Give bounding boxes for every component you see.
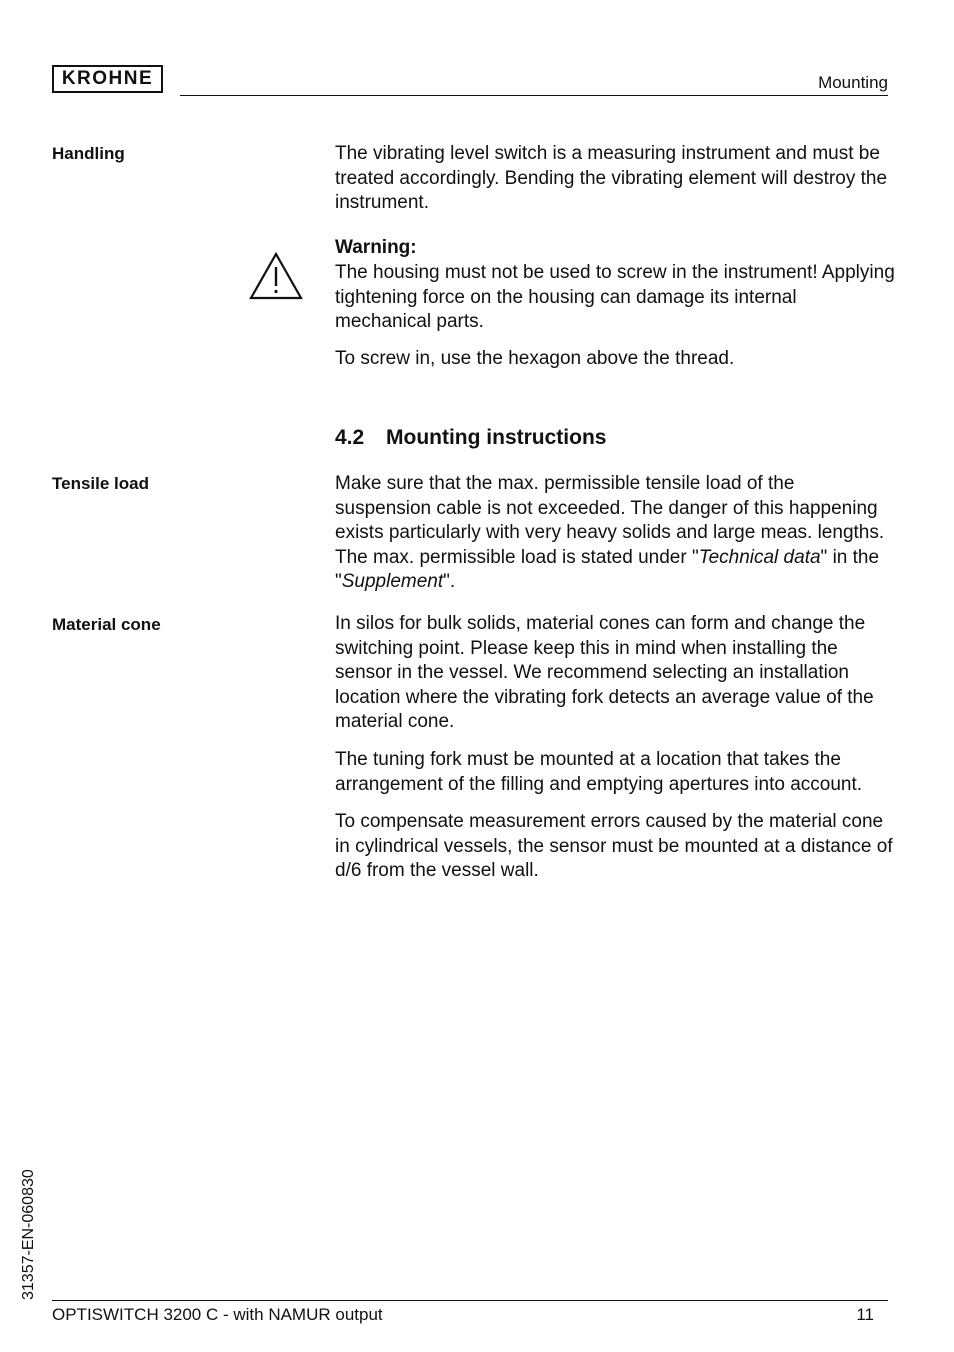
- document-id: 31357-EN-060830: [20, 1169, 37, 1300]
- tensile-text: [335, 472, 895, 595]
- footer-divider: [52, 1300, 888, 1301]
- warning-title: Warning:: [335, 237, 417, 258]
- warning-text: The housing must not be used to screw in the instrument! Applying tightening force on the housing can damage its internal mechanical parts.: [335, 262, 895, 332]
- footer-product-name: OPTISWITCH 3200 C - with NAMUR output: [52, 1305, 383, 1324]
- header-section-title: Mounting: [818, 73, 888, 92]
- section-title: Mounting instructions: [386, 426, 607, 449]
- label-handling: Handling: [52, 144, 125, 163]
- warning-triangle-icon: [249, 252, 303, 300]
- material-cone-para-2: The tuning fork must be mounted at a location that takes the arrangement of the filling and emptying apertures into account.: [335, 749, 863, 795]
- ref-technical-data: Technical data: [698, 546, 821, 568]
- material-cone-para-1: In silos for bulk solids, material cones can form and change the switching point. Please keep this in mind when installing the sensor in the vessel. We recommend selecting an installation location where the vibrating fork detects an average value of the material cone.: [335, 613, 874, 732]
- ref-supplement: Supplement: [341, 571, 444, 592]
- handling-text: The vibrating level switch is a measuring instrument and must be treated accordingly. Bending the vibrating element will destroy the instrument.: [335, 143, 888, 213]
- label-tensile-load: Tensile load: [52, 474, 149, 493]
- tensile-text-part: Make sure that the max. permissible tensile load of the suspension cable is not exceeded. The danger of this happening exists particularly with very heavy solids and large meas. lengths. The max. permissible load is stated under ": [335, 473, 885, 568]
- material-cone-para-3: To compensate measurement errors caused by the material cone in cylindrical vessels, the sensor must be mounted at a distance of d/6 from the vessel wall.: [335, 811, 893, 881]
- label-material-cone: Material cone: [52, 615, 161, 634]
- section-number: 4.2: [335, 426, 365, 449]
- section-heading: [335, 426, 606, 450]
- tensile-text-part: " in the ": [335, 546, 880, 592]
- header-divider: [180, 95, 888, 96]
- tensile-text-part: ".: [443, 571, 456, 592]
- screw-instruction-text: To screw in, use the hexagon above the thread.: [335, 348, 735, 369]
- krohne-logo: KROHNE: [52, 65, 163, 93]
- page-number: 11: [856, 1305, 874, 1324]
